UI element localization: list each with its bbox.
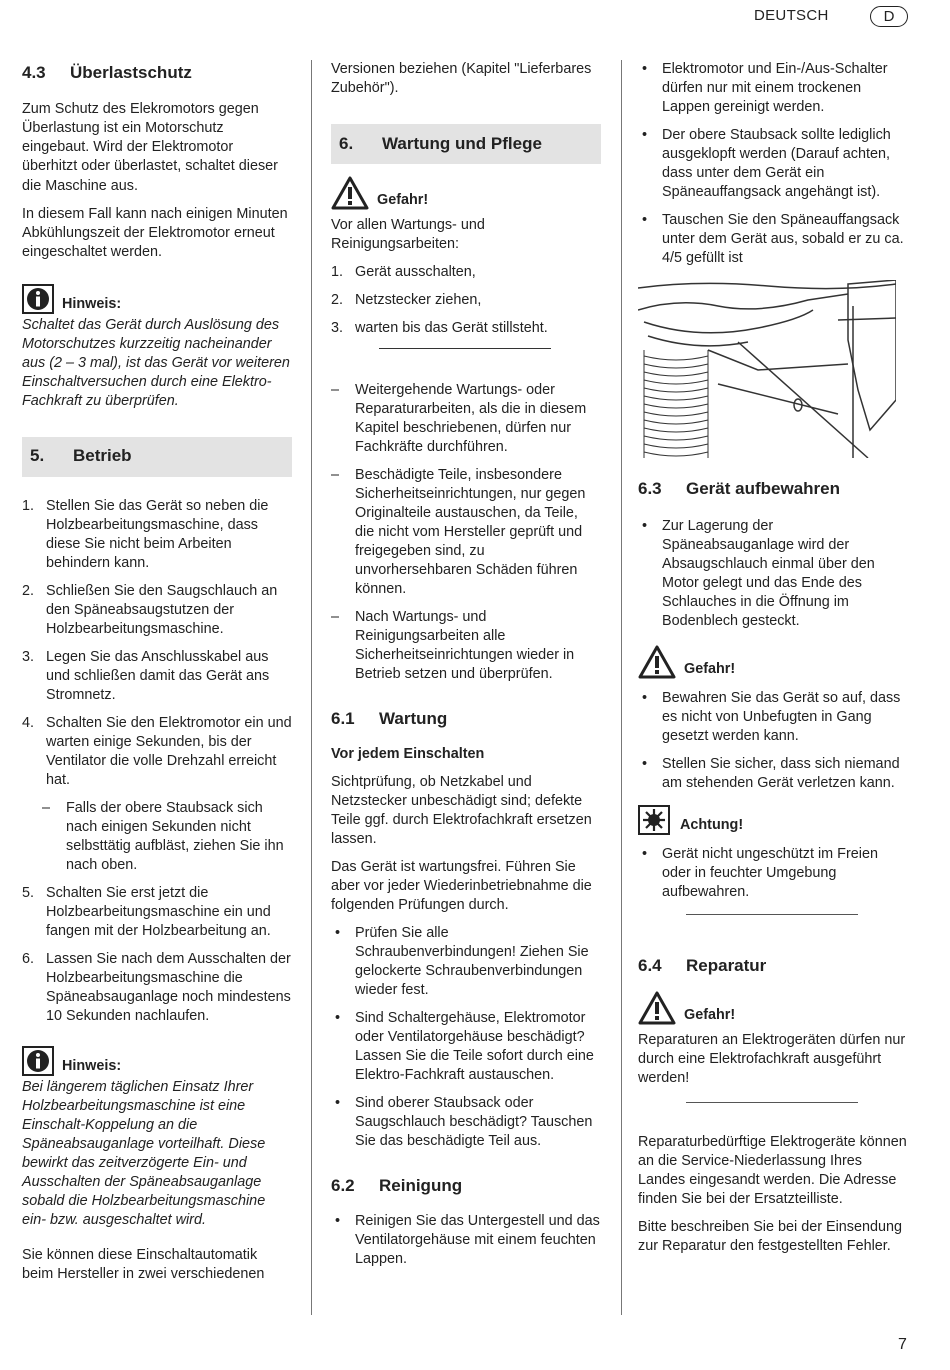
danger-header <box>638 991 908 1025</box>
list-item-text: Gerät nicht ungeschützt im Freien oder in feuchter Umgebung aufbewahren. <box>662 845 878 900</box>
list-item <box>331 608 601 684</box>
list-item-number: 2. <box>22 582 35 599</box>
paragraph: Reparaturbedürftige Elektrogeräte können an die Service-Niederlassung Ihres Landes eingesandt werden. Die Adresse finden Sie bei der Ersatzteilliste. <box>638 1134 907 1208</box>
dash-list <box>331 381 601 684</box>
list-item <box>22 950 292 1026</box>
list-item-text: Falls der obere Staubsack sich nach einigen Sekunden nicht selbsttätig aufbläst, ziehen Sie ihn nach oben. <box>66 799 284 873</box>
bullet-list <box>638 60 908 268</box>
note-text: Schaltet das Gerät durch Auslösung des Motorschutzes kurzzeitig nacheinander aus (2 – 3 mal), ist das Gerät vor weiteren Einschaltversuchen durch eine Elektro-Fachkraft zu überprüfen. <box>22 316 290 409</box>
section-heading <box>22 62 292 84</box>
separator-line <box>379 348 551 349</box>
page-number: 7 <box>898 1336 907 1353</box>
note-label: Hinweis: <box>62 295 122 312</box>
list-item-text: Tauschen Sie den Späneauffangsack unter dem Gerät aus, sobald er zu ca. 4/5 gefüllt ist <box>662 212 904 267</box>
bullet-marker: • <box>642 689 648 706</box>
section-number: 6.4 <box>638 955 662 975</box>
paragraph: Zum Schutz des Elekromotors gegen Überlastung ist ein Motorschutz eingebaut. Wird der Elektromotor überhitzt oder überlastet, schaltet dieser die Maschine aus. <box>22 101 278 194</box>
dash-list <box>42 799 292 875</box>
dash-marker: – <box>331 609 340 626</box>
list-item <box>22 648 292 705</box>
paragraph: In diesem Fall kann nach einigen Minuten Abkühlungszeit der Elektromotor erneut eingeschaltet werden. <box>22 205 288 260</box>
section-title: Betrieb <box>73 446 132 466</box>
section-heading <box>638 478 908 500</box>
section-title: Überlastschutz <box>70 63 192 82</box>
list-item-text: Gerät ausschalten, <box>355 264 476 281</box>
paragraph: Bitte beschreiben Sie bei der Einsendung zur Reparatur den festgestellten Fehler. <box>638 1219 903 1255</box>
bullet-marker: • <box>335 1095 341 1112</box>
paragraph: Versionen beziehen (Kapitel "Lieferbares Zubehör"). <box>331 61 592 97</box>
list-item-number: 3. <box>331 320 344 337</box>
section-number: 6. <box>339 133 354 153</box>
list-item <box>331 263 601 282</box>
paragraph: Das Gerät ist wartungsfrei. Führen Sie aber vor jeder Wiederinbetriebnahme die folgenden Prüfungen durch. <box>331 858 592 913</box>
list-item-text: Schließen Sie den Saugschlauch an den Späneabsaugstutzen der Holzbearbeitungsmaschine. <box>46 582 278 637</box>
language-badge: D <box>870 6 908 27</box>
list-item-text: Der obere Staubsack sollte lediglich ausgeklopft werden (Darauf achten, dass unter dem Gerät ein Späneauffangsack angehängt ist). <box>662 127 891 201</box>
list-item-number: 3. <box>22 648 35 665</box>
device-illustration <box>638 280 896 458</box>
list-item <box>331 1212 601 1269</box>
list-item <box>331 291 601 310</box>
section-title: Reinigung <box>379 1176 463 1196</box>
bullet-list <box>638 689 908 793</box>
list-item-text: Legen Sie das Anschlusskabel aus und schließen damit das Gerät ans Stromnetz. <box>46 648 270 703</box>
attention-header <box>638 805 908 835</box>
list-item-text: Netzstecker ziehen, <box>355 292 482 309</box>
list-item-text: Schalten Sie den Elektromotor ein und warten einige Sekunden, bis der Ventilator die volle Drehzahl erreicht hat. <box>46 714 292 788</box>
list-item-text: warten bis das Gerät stillsteht. <box>355 320 548 337</box>
section-number: 4.3 <box>22 63 46 82</box>
list-item-text: Elektromotor und Ein-/Aus-Schalter dürfen nur mit einem trockenen Lappen gereinigt werden. <box>662 61 888 116</box>
note-label: Hinweis: <box>62 1058 122 1075</box>
section-title: Wartung <box>379 709 448 729</box>
list-item-text: Stellen Sie sicher, dass sich niemand am stehenden Gerät verletzen kann. <box>662 755 900 791</box>
dash-marker: – <box>331 467 340 484</box>
bullet-marker: • <box>642 845 648 862</box>
list-item-text: Stellen Sie das Gerät so neben die Holzbearbeitungsmaschine, dass diese Sie nicht beim Arbeiten behindern kann. <box>46 497 269 571</box>
list-item-text: Reinigen Sie das Untergestell und das Ventilatorgehäuse mit einem feuchten Lappen. <box>355 1212 600 1267</box>
danger-header <box>331 176 601 210</box>
separator-line <box>686 1102 858 1103</box>
list-item-text: Zur Lagerung der Späneabsauganlage wird der Absaugschlauch einmal über den Motor gelegt und das Ende des Schlauches in die Öffnung im Bodenblech gesteckt. <box>662 517 875 629</box>
list-item <box>638 755 908 793</box>
language-label: DEUTSCH <box>754 7 829 24</box>
list-item-text: Nach Wartungs- und Reinigungsarbeiten alle Sicherheitseinrichtungen wieder in Betrieb setzen und überprüfen. <box>355 609 575 683</box>
column-1 <box>22 60 292 1293</box>
bullet-marker: • <box>642 127 648 144</box>
list-item-number: 6. <box>22 950 35 967</box>
list-item <box>638 126 908 202</box>
list-item-number: 1. <box>22 497 35 514</box>
bullet-list <box>331 1212 601 1269</box>
list-item <box>331 466 601 599</box>
list-item-text: Sind Schaltergehäuse, Elektromotor oder Ventilatorgehäuse beschädigt? Lassen Sie die Teile sofort durch eine Elektro-Fachkraft austauschen. <box>355 1009 594 1084</box>
bullet-marker: • <box>335 924 341 941</box>
bullet-marker: • <box>642 61 648 77</box>
bullet-list <box>638 517 908 631</box>
bullet-list <box>638 845 908 902</box>
section-heading <box>331 1175 601 1197</box>
column-2 <box>331 60 601 1278</box>
list-item-number: 4. <box>22 714 35 731</box>
dash-marker: – <box>331 382 340 399</box>
separator-line <box>686 914 858 915</box>
info-icon <box>22 284 54 314</box>
section-number: 6.2 <box>331 1176 355 1196</box>
column-divider <box>621 60 622 1315</box>
section-heading-box <box>22 437 292 477</box>
section-number: 6.1 <box>331 709 355 729</box>
warning-icon <box>638 991 676 1025</box>
list-item-text: Bewahren Sie das Gerät so auf, dass es nicht von Unbefugten in Gang gesetzt werden kann. <box>662 689 901 744</box>
section-heading <box>331 708 601 730</box>
bullet-marker: • <box>642 517 648 534</box>
list-item <box>331 319 601 338</box>
bullet-marker: • <box>642 212 648 229</box>
list-item <box>331 924 601 1000</box>
attention-label: Achtung! <box>680 816 744 833</box>
paragraph: Sichtprüfung, ob Netzkabel und Netzstecker unbeschädigt sind; defekte Teile ggf. durch Elektrofachkraft ersetzen lassen. <box>331 773 592 847</box>
list-item <box>638 517 908 631</box>
list-item-text: Weitergehende Wartungs- oder Reparaturarbeiten, als die in diesem Kapitel beschriebenen, dürfen nur Fachkräfte durchführen. <box>355 382 587 456</box>
bullet-marker: • <box>642 755 648 772</box>
danger-label: Gefahr! <box>684 1007 736 1024</box>
list-item <box>22 497 292 573</box>
list-item <box>22 884 292 941</box>
bullet-marker: • <box>335 1009 341 1026</box>
list-item <box>638 211 908 268</box>
warning-icon <box>638 645 676 679</box>
list-item-text: Lassen Sie nach dem Ausschalten der Holzbearbeitungsmaschine die Späneabsauganlage noch mindestens 10 Sekunden nachlaufen. <box>46 950 291 1025</box>
list-item <box>638 60 908 117</box>
list-item-text: Schalten Sie erst jetzt die Holzbearbeitungsmaschine ein und fangen mit der Holzbearbeitung an. <box>46 884 271 939</box>
list-item-number: 2. <box>331 292 344 309</box>
section-heading <box>638 955 908 977</box>
section-title: Reparatur <box>686 955 767 975</box>
paragraph: Vor allen Wartungs- und Reinigungsarbeiten: <box>331 217 485 253</box>
danger-label: Gefahr! <box>684 660 736 677</box>
list-item <box>331 1094 601 1151</box>
list-item-number: 1. <box>331 264 344 281</box>
list-item <box>331 1009 601 1085</box>
note-header <box>22 1046 292 1076</box>
section-number: 5. <box>30 446 45 466</box>
paragraph: Reparaturen an Elektrogeräten dürfen nur durch eine Elektrofachkraft ausgeführt werden! <box>638 1032 906 1087</box>
numbered-list <box>22 497 292 790</box>
section-title: Wartung und Pflege <box>382 133 542 153</box>
list-item <box>638 845 908 902</box>
list-item <box>638 689 908 746</box>
paragraph: Sie können diese Einschaltautomatik beim Hersteller in zwei verschiedenen <box>22 1247 265 1283</box>
section-number: 6.3 <box>638 479 662 499</box>
numbered-list <box>331 263 601 338</box>
list-item <box>331 381 601 457</box>
list-item <box>22 714 292 790</box>
numbered-list <box>22 884 292 1026</box>
column-divider <box>311 60 312 1315</box>
column-3 <box>638 60 908 1265</box>
attention-icon <box>638 805 670 835</box>
list-item-text: Prüfen Sie alle Schraubenverbindungen! Ziehen Sie gelockerte Schraubenverbindungen wieder fest. <box>355 924 589 998</box>
list-item-text: Sind oberer Staubsack oder Saugschlauch beschädigt? Tauschen Sie das beschädigte Teil aus. <box>355 1095 593 1150</box>
bullet-marker: • <box>335 1212 341 1229</box>
list-item <box>22 582 292 639</box>
note-header <box>22 284 292 314</box>
note-text: Bei längerem täglichen Einsatz Ihrer Holzbearbeitungsmaschine ist eine Einschalt-Koppelung an die Späneabsauganlage vorteilhaft. Diese bewirkt das zeitverzögerte Ein- und Ausschalten der Späneabsauganlage sobald die Holzbearbeitungsmaschine ein- bzw. ausgeschaltet wird. <box>22 1079 266 1229</box>
danger-header <box>638 645 908 679</box>
subheading: Vor jedem Einschalten <box>331 745 485 762</box>
section-title: Gerät aufbewahren <box>686 479 840 499</box>
bullet-list <box>331 924 601 1151</box>
warning-icon <box>331 176 369 210</box>
info-icon <box>22 1046 54 1076</box>
section-heading-box <box>331 124 601 164</box>
list-item-number: 5. <box>22 884 35 901</box>
list-item: – Falls der obere Staubsack sich nach einigen Sekunden nicht selbsttätig aufbläst, ziehen Sie ihn nach oben. <box>42 799 292 875</box>
danger-label: Gefahr! <box>377 192 429 209</box>
list-item-text: Beschädigte Teile, insbesondere Sicherheitseinrichtungen, nur gegen Originalteile austauschen, da Teile, die nicht vom Hersteller geprüft und freigegeben sind, zu unvorhersehbaren Schäden führen können. <box>355 467 586 598</box>
